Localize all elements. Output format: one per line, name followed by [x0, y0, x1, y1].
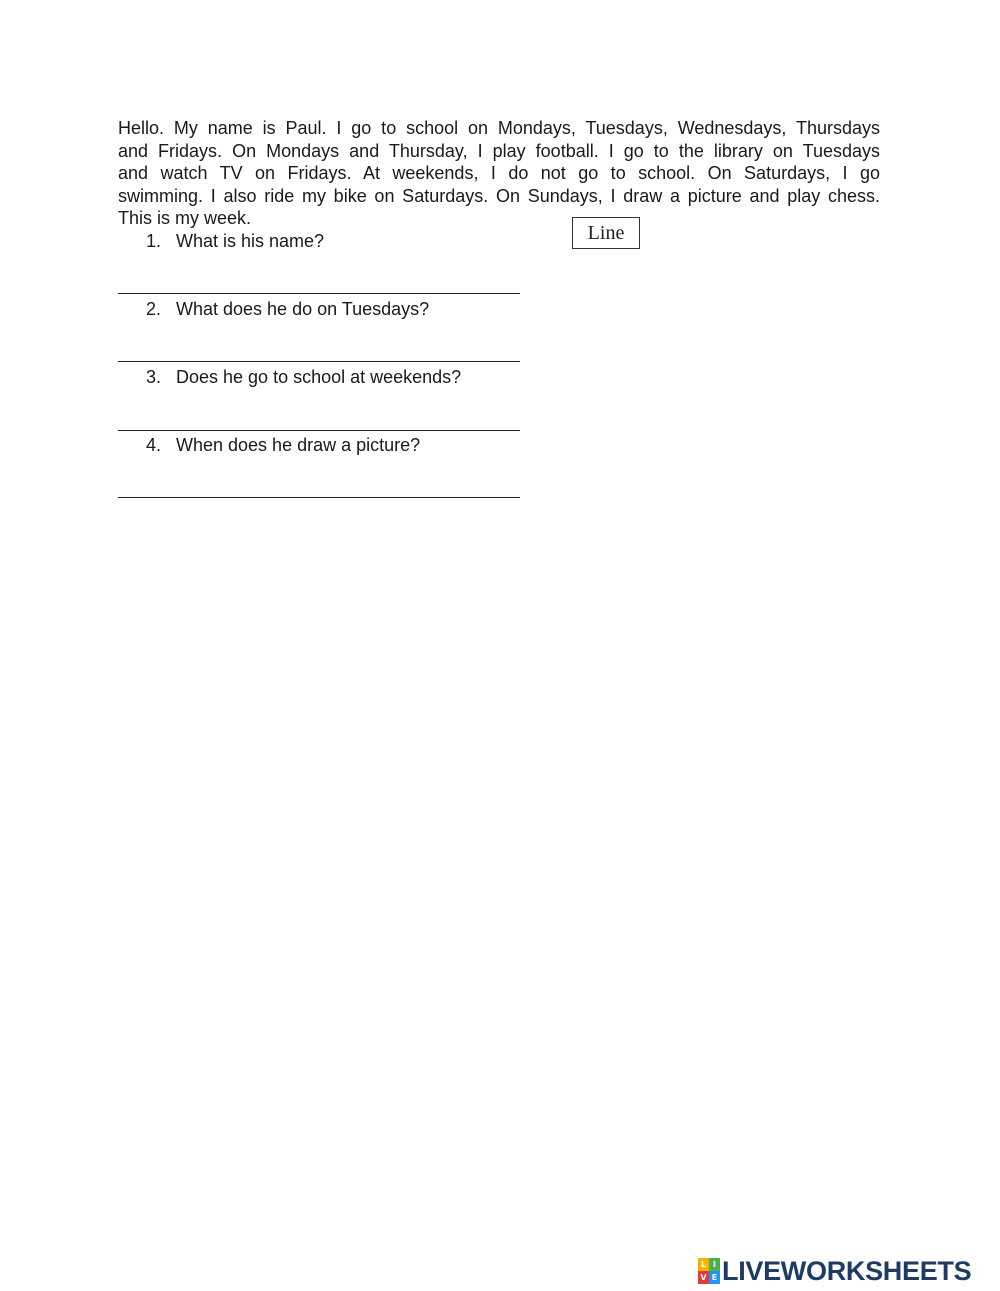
question-number: 1. [146, 231, 162, 251]
passage-line: Hello. My name is Paul. I go to school on Mondays, Tuesdays, Wednesdays, Thursdays [118, 118, 880, 138]
answer-line-1[interactable] [118, 293, 520, 294]
answer-line-3[interactable] [118, 430, 520, 431]
reading-passage [118, 117, 880, 230]
passage-line: swimming. I also ride my bike on Saturdays. On Sundays, I draw a picture and play chess. [118, 185, 880, 206]
logo-letter: I [709, 1258, 720, 1271]
brand-name: LIVEWORKSHEETS [722, 1256, 972, 1286]
question-text: What is his name? [176, 231, 325, 251]
answer-line-4[interactable] [118, 497, 520, 498]
logo-letter: E [709, 1271, 720, 1284]
question-text: Does he go to school at weekends? [176, 367, 462, 387]
liveworksheets-logo-icon [698, 1258, 720, 1284]
question-text: What does he do on Tuesdays? [176, 299, 430, 319]
question-text: When does he draw a picture? [176, 435, 421, 455]
passage-line: and Fridays. On Mondays and Thursday, I play football. I go to the library on Tuesdays [118, 140, 880, 161]
question-3 [146, 366, 461, 388]
passage-line: and watch TV on Fridays. At weekends, I do not go to school. On Saturdays, I go [118, 163, 880, 183]
question-2 [146, 298, 429, 320]
question-number: 2. [146, 299, 162, 319]
answer-line-2[interactable] [118, 361, 520, 362]
question-4 [146, 434, 420, 456]
question-number: 3. [146, 367, 162, 387]
question-number: 4. [146, 435, 162, 455]
line-label-box[interactable]: Line [572, 217, 640, 249]
logo-letter: V [698, 1271, 709, 1284]
liveworksheets-brand[interactable] [698, 1256, 971, 1286]
question-1 [146, 230, 324, 252]
passage-line: This is my week. [118, 208, 252, 228]
logo-letter: L [698, 1258, 709, 1271]
